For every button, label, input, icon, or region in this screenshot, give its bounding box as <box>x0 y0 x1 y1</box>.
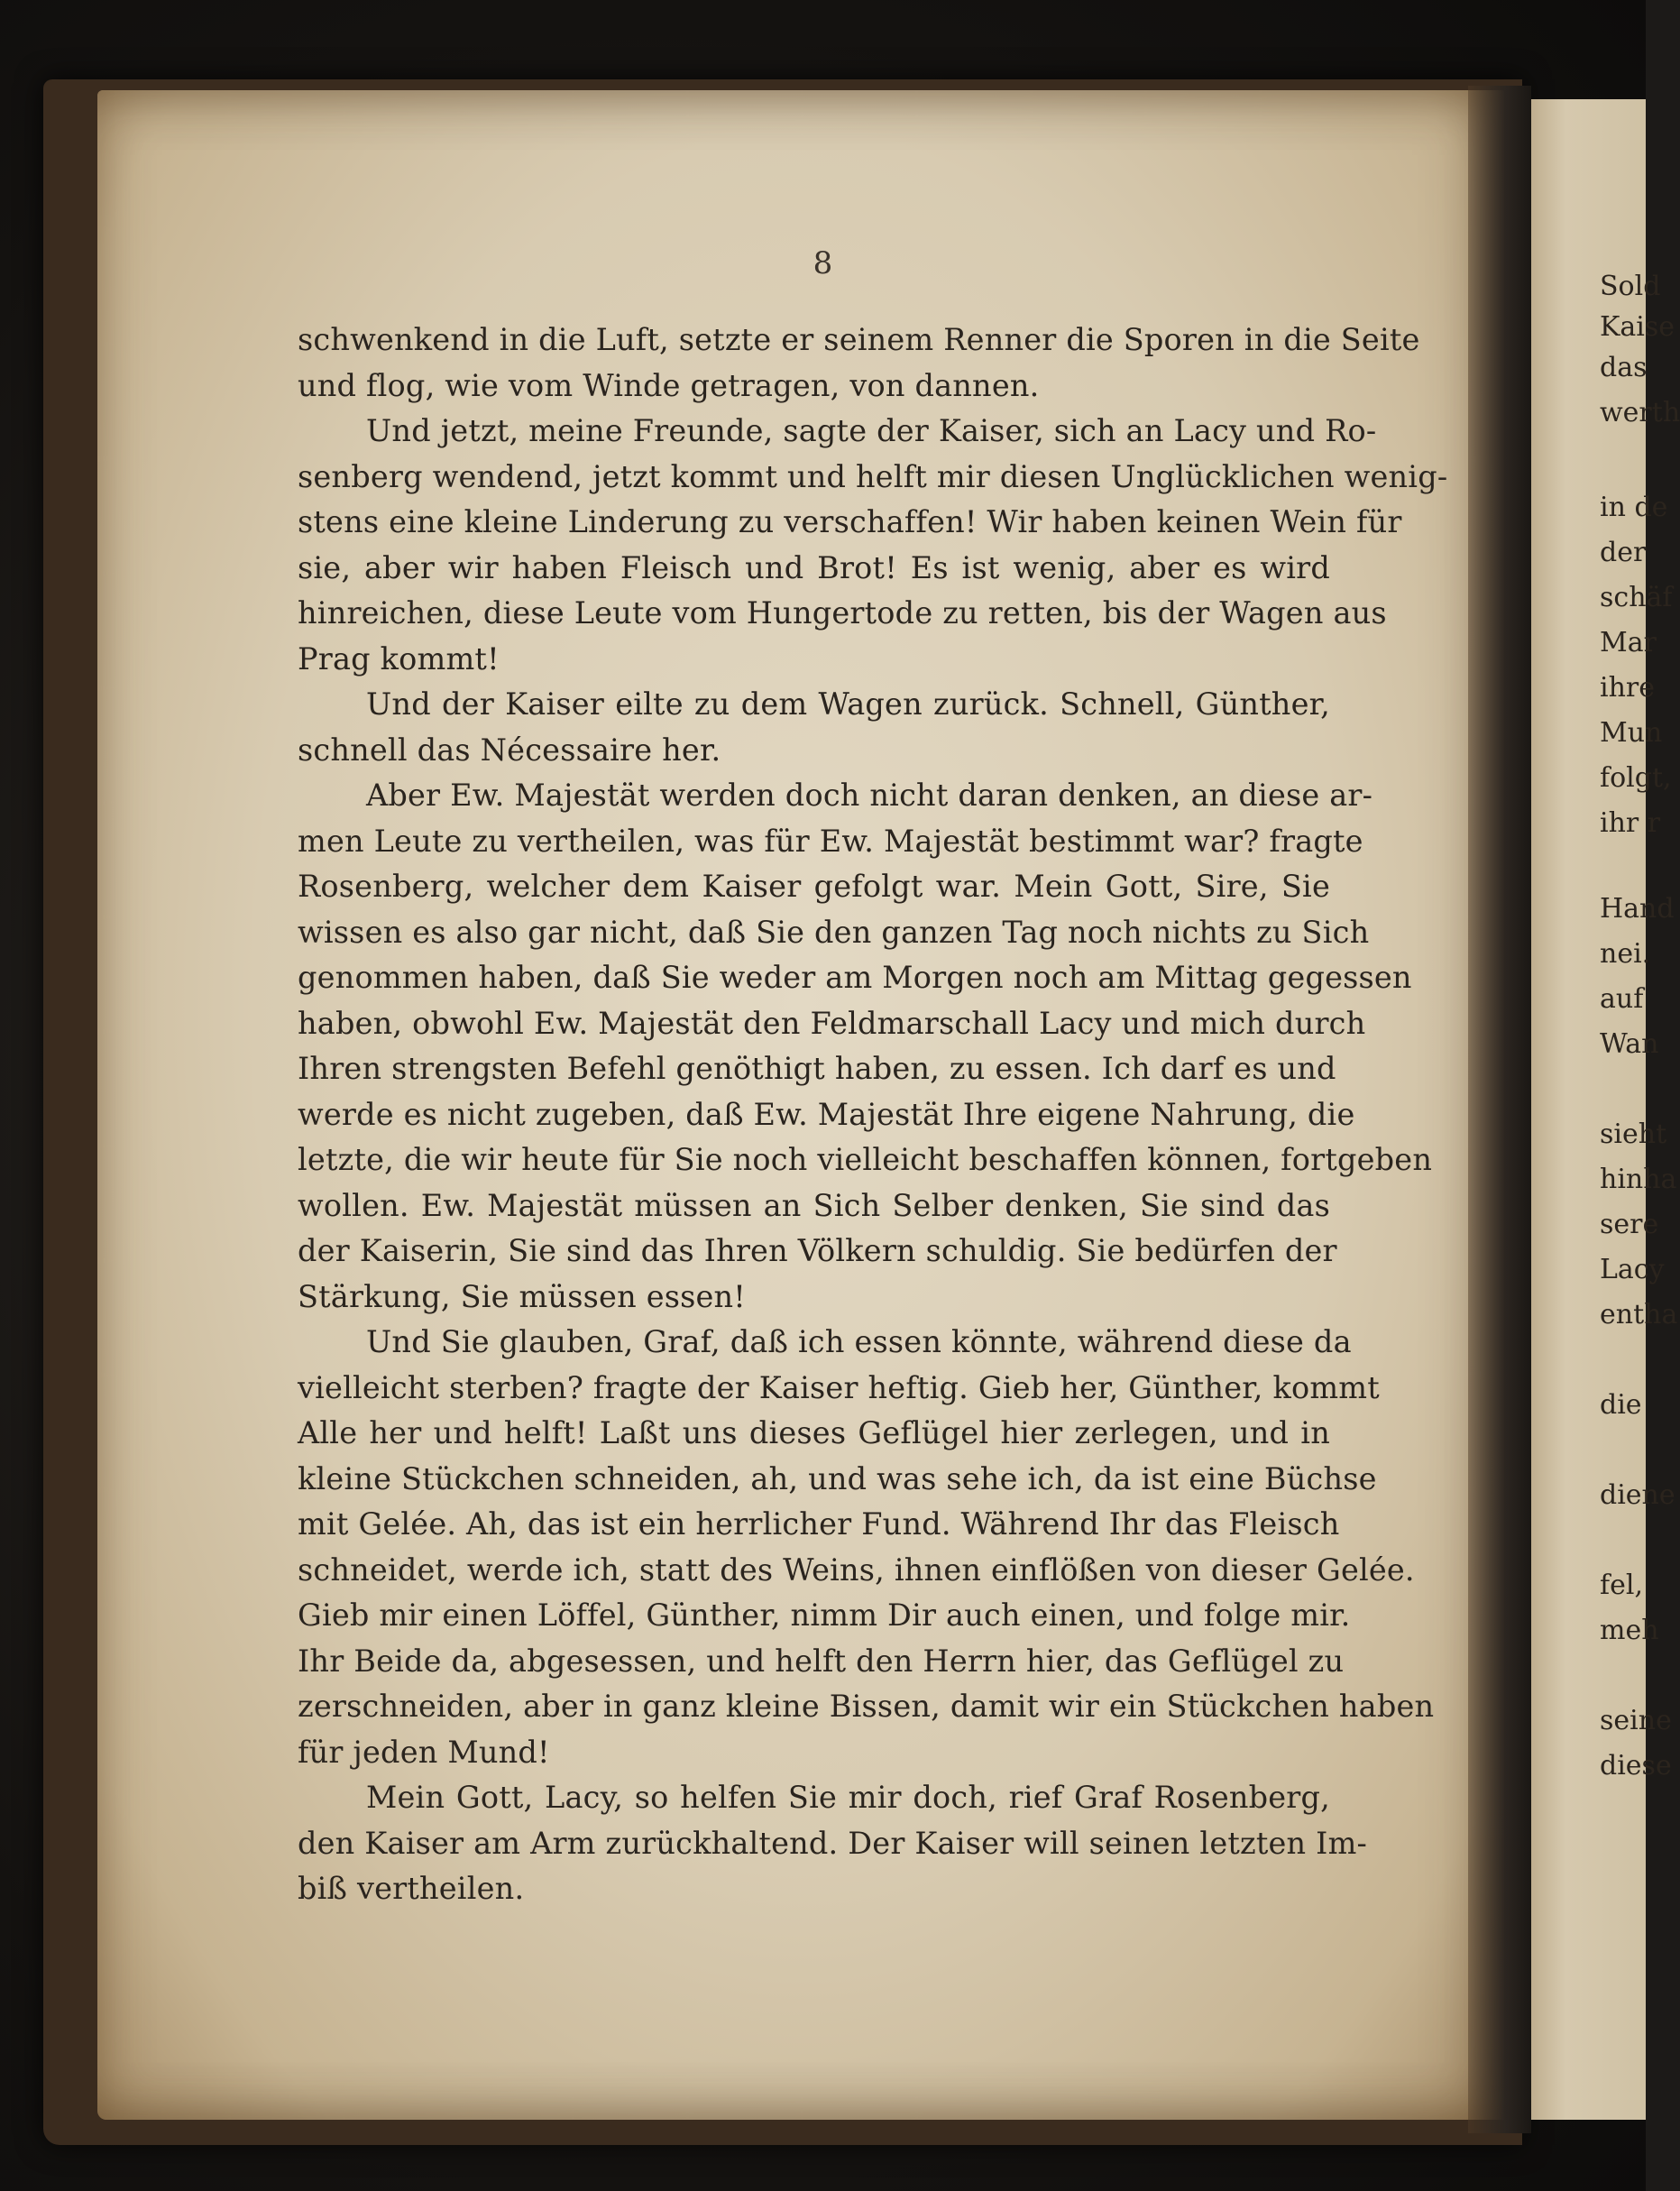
text-line: schneidet, werde ich, statt des Weins, ihnen einflößen von dieser Gelée. <box>298 1551 1415 1588</box>
text-line: Alle her und helft! Laßt uns dieses Geflügel hier zerlegen, und in <box>298 1415 1330 1450</box>
text-line: haben, obwohl Ew. Majestät den Feldmarschall Lacy und mich durch <box>298 1005 1366 1041</box>
text-line: den Kaiser am Arm zurückhaltend. Der Kaiser will seinen letzten Im- <box>298 1825 1368 1861</box>
adjacent-page-fragment: nei. <box>1600 938 1651 970</box>
text-line: genommen haben, daß Sie weder am Morgen noch am Mittag gegessen <box>298 960 1412 995</box>
text-line: Ihren strengsten Befehl genöthigt haben, zu essen. Ich darf es und <box>298 1051 1336 1086</box>
book-gutter <box>1468 86 1531 2133</box>
text-line: hinreichen, diese Leute vom Hungertode zu retten, bis der Wagen aus <box>298 595 1387 631</box>
text-line: Und Sie glauben, Graf, daß ich essen könnte, während diese da <box>366 1324 1352 1359</box>
adjacent-page-fragment: auf <box>1600 983 1644 1015</box>
adjacent-page-fragment: Mar <box>1600 627 1657 658</box>
adjacent-page-fragment: Mun <box>1600 717 1663 749</box>
text-line: men Leute zu vertheilen, was für Ew. Majestät bestimmt war? fragte <box>298 823 1363 859</box>
text-line: schwenkend in die Luft, setzte er seinem Renner die Sporen in die Seite <box>298 322 1420 357</box>
adjacent-page-fragment: schäf <box>1600 582 1673 613</box>
adjacent-page-fragment: hinha <box>1600 1164 1677 1195</box>
text-line: zerschneiden, aber in ganz kleine Bissen, damit wir ein Stückchen haben <box>298 1689 1435 1724</box>
text-line: und flog, wie vom Winde getragen, von dannen. <box>298 367 1040 403</box>
adjacent-page-fragment: Hand <box>1600 893 1675 925</box>
text-line: Prag kommt! <box>298 640 500 677</box>
adjacent-page-fragment: werth <box>1600 397 1680 428</box>
adjacent-page-fragment: entha <box>1600 1299 1678 1330</box>
text-line: letzte, die wir heute für Sie noch vielleicht beschaffen können, fortgeben <box>298 1142 1433 1177</box>
adjacent-page-fragment: Lacy <box>1600 1254 1665 1285</box>
text-line: wissen es also gar nicht, daß Sie den ganzen Tag noch nichts zu Sich <box>298 914 1370 950</box>
text-line: sie, aber wir haben Fleisch und Brot! Es ist wenig, aber es wird <box>298 549 1330 585</box>
text-line: Ihr Beide da, abgesessen, und helft den Herrn hier, das Geflügel zu <box>298 1643 1345 1679</box>
text-line: Aber Ew. Majestät werden doch nicht daran denken, an diese ar- <box>366 778 1373 813</box>
adjacent-page-fragment: fel, <box>1600 1570 1643 1601</box>
text-line: Und der Kaiser eilte zu dem Wagen zurück. Schnell, Günther, <box>366 686 1330 722</box>
adjacent-page-fragment: seine <box>1600 1705 1672 1736</box>
adjacent-page-fragment: folgt, <box>1600 762 1672 794</box>
adjacent-page-fragment: in de <box>1600 492 1668 523</box>
adjacent-page <box>1531 99 1680 2120</box>
adjacent-page-fragment: sieht <box>1600 1119 1667 1150</box>
text-line: biß vertheilen. <box>298 1871 525 1906</box>
text-line: Stärkung, Sie müssen essen! <box>298 1278 746 1314</box>
adjacent-page-fragment: diene <box>1600 1479 1675 1511</box>
adjacent-page-fragment: die <box>1600 1389 1642 1421</box>
text-line: für jeden Mund! <box>298 1734 550 1770</box>
page-text <box>298 318 1448 1912</box>
adjacent-page-fragment: Kaise <box>1600 311 1675 343</box>
text-line: vielleicht sterben? fragte der Kaiser heftig. Gieb her, Günther, kommt <box>298 1369 1380 1405</box>
adjacent-page-fragment: ihre <box>1600 672 1656 704</box>
text-line: Und jetzt, meine Freunde, sagte der Kaiser, sich an Lacy und Ro- <box>366 413 1377 448</box>
text-line: senberg wendend, jetzt kommt und helft mir diesen Unglücklichen wenig- <box>298 458 1448 494</box>
adjacent-page-fragment: sere <box>1600 1209 1659 1240</box>
adjacent-page-fragment: das <box>1600 352 1648 383</box>
adjacent-page-fragment: Sold <box>1600 271 1661 302</box>
text-line: schnell das Nécessaire her. <box>298 732 721 768</box>
text-line: kleine Stückchen schneiden, ah, und was sehe ich, da ist eine Büchse <box>298 1460 1377 1496</box>
text-line: Rosenberg, welcher dem Kaiser gefolgt war. Mein Gott, Sire, Sie <box>298 869 1330 904</box>
adjacent-page-fragment: meh <box>1600 1615 1659 1646</box>
text-line: werde es nicht zugeben, daß Ew. Majestät Ihre eigene Nahrung, die <box>298 1096 1355 1132</box>
text-line: wollen. Ew. Majestät müssen an Sich Selber denken, Sie sind das <box>298 1187 1330 1223</box>
adjacent-page-fragment: Wan <box>1600 1028 1659 1060</box>
text-line: Mein Gott, Lacy, so helfen Sie mir doch, rief Graf Rosenberg, <box>366 1780 1330 1815</box>
adjacent-page-fragment: diese <box>1600 1750 1672 1781</box>
adjacent-page-fragment: ihr r <box>1600 807 1661 839</box>
text-line: Gieb mir einen Löffel, Günther, nimm Dir auch einen, und folge mir. <box>298 1597 1351 1633</box>
page-number: 8 <box>812 245 833 281</box>
adjacent-page-fragment: der <box>1600 537 1647 568</box>
text-line: der Kaiserin, Sie sind das Ihren Völkern schuldig. Sie bedürfen der <box>298 1233 1337 1268</box>
text-line: stens eine kleine Linderung zu verschaffen! Wir haben keinen Wein für <box>298 504 1402 539</box>
text-line: mit Gelée. Ah, das ist ein herrlicher Fund. Während Ihr das Fleisch <box>298 1506 1340 1542</box>
